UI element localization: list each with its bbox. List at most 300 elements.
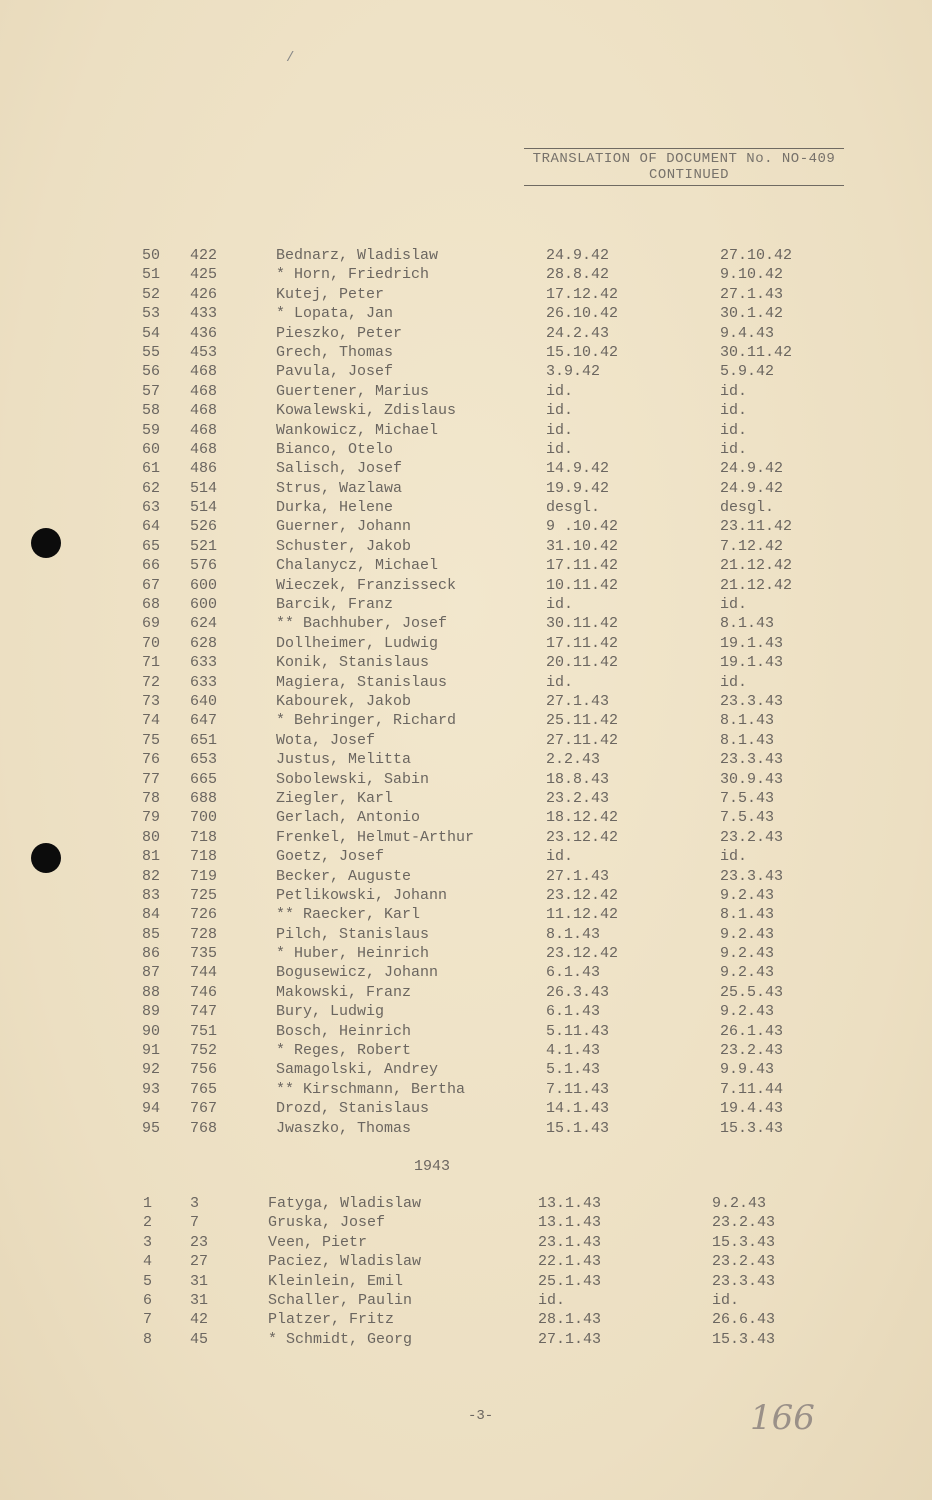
date-to: 9.9.43 [720,1061,775,1079]
record-number: 700 [190,809,218,827]
row-number: 52 [142,285,161,303]
row-number: 64 [142,518,161,536]
record-number: 453 [190,343,218,361]
date-to: 8.1.43 [720,906,775,924]
person-name: Wota, Josef [276,731,376,749]
table-row [0,304,932,323]
person-name: Grech, Thomas [276,343,394,361]
date-to: 9.2.43 [720,945,775,963]
table-row [0,246,932,265]
table-row [0,265,932,284]
table-row [0,1291,932,1310]
table-row [0,576,932,595]
table-row [0,614,932,633]
person-name: Kutej, Peter [276,285,385,303]
date-to: 21.12.42 [720,557,793,575]
date-to: id. [720,673,748,691]
date-from: id. [546,440,574,458]
person-name: Kleinlein, Emil [268,1272,404,1290]
date-from: id. [546,596,574,614]
record-number: 23 [190,1233,209,1251]
record-number: 526 [190,518,218,536]
record-number: 767 [190,1100,218,1118]
person-name: Strus, Wazlawa [276,479,403,497]
person-name: Samagolski, Andrey [276,1061,439,1079]
person-name: Bury, Ludwig [276,1003,385,1021]
date-to: 19.1.43 [720,654,784,672]
date-to: 30.11.42 [720,343,793,361]
table-1942 [0,246,932,1138]
row-number: 80 [142,828,161,846]
table-row [0,459,932,478]
person-name: Schuster, Jakob [276,537,412,555]
row-number: 70 [142,634,161,652]
person-name: Salisch, Josef [276,460,403,478]
record-number: 426 [190,285,218,303]
table-row [0,595,932,614]
date-to: 24.9.42 [720,460,784,478]
record-number: 728 [190,925,218,943]
row-number: 5 [143,1272,153,1290]
row-number: 63 [142,499,161,517]
row-number: 79 [142,809,161,827]
date-to: id. [720,402,748,420]
date-to: 21.12.42 [720,576,793,594]
table-row [0,1080,932,1099]
date-from: 2.2.43 [546,751,601,769]
date-to: 26.1.43 [720,1022,784,1040]
date-from: 26.10.42 [546,305,619,323]
person-name: Fatyga, Wladislaw [268,1195,422,1212]
date-to: 19.1.43 [720,634,784,652]
date-from: 24.9.42 [546,247,610,264]
date-to: 9.2.43 [720,1003,775,1021]
person-name: Kowalewski, Zdislaus [276,402,457,420]
person-name: Pilch, Stanislaus [276,925,430,943]
record-number: 436 [190,324,218,342]
row-number: 85 [142,925,161,943]
record-number: 744 [190,964,218,982]
row-number: 58 [142,402,161,420]
table-row [0,1233,932,1252]
row-number: 54 [142,324,161,342]
date-to: 9.10.42 [720,266,784,284]
date-from: 23.12.42 [546,945,619,963]
row-number: 62 [142,479,161,497]
date-to: 15.3.43 [712,1233,776,1251]
person-name: Wankowicz, Michael [276,421,439,439]
table-row [0,1213,932,1232]
date-to: 8.1.43 [720,731,775,749]
date-from: 27.1.43 [546,867,610,885]
handwritten-page-number: 166 [750,1398,815,1438]
record-number: 42 [190,1311,209,1329]
date-from: 18.8.43 [546,770,610,788]
date-from: 22.1.43 [538,1253,602,1271]
person-name: ** Kirschmann, Bertha [276,1080,466,1098]
person-name: Durka, Helene [276,499,394,517]
record-number: 425 [190,266,218,284]
record-number: 725 [190,886,218,904]
date-to: id. [720,382,748,400]
date-to: id. [720,848,748,866]
date-from: 28.8.42 [546,266,610,284]
date-from: id. [546,402,574,420]
date-from: 13.1.43 [538,1195,602,1212]
person-name: Konik, Stanislaus [276,654,430,672]
row-number: 76 [142,751,161,769]
person-name: * Schmidt, Georg [268,1330,413,1348]
table-row [0,1022,932,1041]
person-name: Wieczek, Franzisseck [276,576,457,594]
page-number: -3- [468,1408,494,1424]
table-row [0,1099,932,1118]
row-number: 86 [142,945,161,963]
date-to: 9.2.43 [720,964,775,982]
date-to: 23.2.43 [712,1253,776,1271]
table-row [0,963,932,982]
record-number: 688 [190,789,218,807]
date-from: 5.11.43 [546,1022,610,1040]
date-from: 6.1.43 [546,1003,601,1021]
record-number: 31 [190,1291,209,1309]
date-to: 5.9.42 [720,363,775,381]
date-to: 8.1.43 [720,712,775,730]
date-to: 7.5.43 [720,809,775,827]
date-to: 9.2.43 [720,925,775,943]
row-number: 2 [143,1214,153,1232]
person-name: Pavula, Josef [276,363,394,381]
date-to: 23.3.43 [720,867,784,885]
date-to: 27.10.42 [720,247,793,264]
date-to: 23.2.43 [712,1214,776,1232]
date-from: 23.12.42 [546,886,619,904]
person-name: Veen, Pietr [268,1233,368,1251]
date-to: 19.4.43 [720,1100,784,1118]
table-row [0,634,932,653]
table-row [0,673,932,692]
date-to: 15.3.43 [720,1119,784,1137]
date-to: 8.1.43 [720,615,775,633]
date-to: 30.9.43 [720,770,784,788]
record-number: 653 [190,751,218,769]
row-number: 87 [142,964,161,982]
date-to: desgl. [720,499,775,517]
table-row [0,285,932,304]
date-from: 30.11.42 [546,615,619,633]
date-from: 24.2.43 [546,324,610,342]
row-number: 77 [142,770,161,788]
person-name: Schaller, Paulin [268,1291,413,1309]
table-row [0,479,932,498]
table-row [0,770,932,789]
date-from: 13.1.43 [538,1214,602,1232]
date-from: 9 .10.42 [546,518,619,536]
table-row [0,382,932,401]
date-to: 27.1.43 [720,285,784,303]
person-name: Gerlach, Antonio [276,809,421,827]
table-row [0,653,932,672]
person-name: * Behringer, Richard [276,712,457,730]
date-from: id. [546,848,574,866]
date-to: 23.3.43 [720,751,784,769]
person-name: Chalanycz, Michael [276,557,439,575]
date-from: 27.11.42 [546,731,619,749]
person-name: Frenkel, Helmut-Arthur [276,828,475,846]
table-row [0,1041,932,1060]
table-row [0,789,932,808]
record-number: 433 [190,305,218,323]
date-from: 27.1.43 [546,692,610,710]
row-number: 94 [142,1100,161,1118]
date-to: 25.5.43 [720,983,784,1001]
table-row [0,440,932,459]
record-number: 633 [190,654,218,672]
document-header [524,148,844,186]
date-from: 17.11.42 [546,634,619,652]
person-name: * Reges, Robert [276,1042,412,1060]
row-number: 51 [142,266,161,284]
table-row [0,886,932,905]
row-number: 89 [142,1003,161,1021]
row-number: 88 [142,983,161,1001]
row-number: 72 [142,673,161,691]
header-continued: CONTINUED [648,167,730,183]
record-number: 468 [190,421,218,439]
date-from: 31.10.42 [546,537,619,555]
record-number: 718 [190,848,218,866]
date-from: 6.1.43 [546,964,601,982]
table-row [0,944,932,963]
record-number: 640 [190,692,218,710]
row-number: 90 [142,1022,161,1040]
person-name: Makowski, Franz [276,983,412,1001]
table-row [0,1272,932,1291]
pencil-mark: / [286,50,295,66]
date-to: 24.9.42 [720,479,784,497]
table-row [0,808,932,827]
date-from: 23.12.42 [546,828,619,846]
date-to: id. [712,1291,740,1309]
table-row [0,556,932,575]
record-number: 514 [190,479,218,497]
table-row [0,401,932,420]
row-number: 57 [142,382,161,400]
person-name: Pieszko, Peter [276,324,403,342]
row-number: 68 [142,596,161,614]
person-name: Jwaszko, Thomas [276,1119,412,1137]
date-to: 23.3.43 [712,1272,776,1290]
date-from: 10.11.42 [546,576,619,594]
person-name: Bosch, Heinrich [276,1022,412,1040]
date-from: 14.1.43 [546,1100,610,1118]
year-heading: 1943 [414,1158,451,1175]
row-number: 56 [142,363,161,381]
table-1943 [0,1194,932,1349]
table-row [0,324,932,343]
date-from: 26.3.43 [546,983,610,1001]
table-row [0,1194,932,1213]
row-number: 81 [142,848,161,866]
date-to: 7.11.44 [720,1080,784,1098]
table-row [0,1252,932,1271]
date-to: 23.2.43 [720,828,784,846]
record-number: 718 [190,828,218,846]
record-number: 765 [190,1080,218,1098]
row-number: 53 [142,305,161,323]
date-from: 8.1.43 [546,925,601,943]
table-row [0,711,932,730]
date-to: 7.5.43 [720,789,775,807]
person-name: Kabourek, Jakob [276,692,412,710]
row-number: 55 [142,343,161,361]
person-name: Drozd, Stanislaus [276,1100,430,1118]
record-number: 628 [190,634,218,652]
date-from: 25.1.43 [538,1272,602,1290]
person-name: Guertener, Marius [276,382,430,400]
record-number: 514 [190,499,218,517]
row-number: 65 [142,537,161,555]
row-number: 92 [142,1061,161,1079]
date-to: 23.3.43 [720,692,784,710]
record-number: 486 [190,460,218,478]
record-number: 735 [190,945,218,963]
person-name: Justus, Melitta [276,751,412,769]
table-row [0,1310,932,1329]
table-row [0,1060,932,1079]
person-name: Bednarz, Wladislaw [276,247,439,264]
date-from: 23.1.43 [538,1233,602,1251]
date-from: 3.9.42 [546,363,601,381]
row-number: 50 [142,247,161,264]
date-from: 7.11.43 [546,1080,610,1098]
row-number: 69 [142,615,161,633]
table-row [0,925,932,944]
record-number: 468 [190,363,218,381]
date-from: 17.11.42 [546,557,619,575]
table-row [0,537,932,556]
date-to: 30.1.42 [720,305,784,323]
table-row [0,867,932,886]
record-number: 665 [190,770,218,788]
row-number: 59 [142,421,161,439]
record-number: 27 [190,1253,209,1271]
table-row [0,362,932,381]
date-to: 7.12.42 [720,537,784,555]
date-from: 27.1.43 [538,1330,602,1348]
person-name: ** Bachhuber, Josef [276,615,448,633]
row-number: 4 [143,1253,153,1271]
row-number: 7 [143,1311,153,1329]
person-name: Bogusewicz, Johann [276,964,439,982]
row-number: 6 [143,1291,153,1309]
person-name: Gruska, Josef [268,1214,386,1232]
date-from: 5.1.43 [546,1061,601,1079]
person-name: * Horn, Friedrich [276,266,430,284]
row-number: 73 [142,692,161,710]
record-number: 576 [190,557,218,575]
date-to: 9.2.43 [720,886,775,904]
table-row [0,731,932,750]
record-number: 633 [190,673,218,691]
person-name: ** Raecker, Karl [276,906,421,924]
table-row [0,1330,932,1349]
row-number: 91 [142,1042,161,1060]
person-name: Goetz, Josef [276,848,385,866]
date-from: 4.1.43 [546,1042,601,1060]
table-row [0,750,932,769]
row-number: 66 [142,557,161,575]
date-to: 23.2.43 [720,1042,784,1060]
date-from: 11.12.42 [546,906,619,924]
table-row [0,1119,932,1138]
date-to: 23.11.42 [720,518,793,536]
row-number: 93 [142,1080,161,1098]
record-number: 422 [190,247,218,264]
row-number: 3 [143,1233,153,1251]
record-number: 31 [190,1272,209,1290]
record-number: 746 [190,983,218,1001]
row-number: 67 [142,576,161,594]
row-number: 84 [142,906,161,924]
date-from: 23.2.43 [546,789,610,807]
date-from: 18.12.42 [546,809,619,827]
person-name: Becker, Auguste [276,867,412,885]
date-from: id. [538,1291,566,1309]
date-to: id. [720,440,748,458]
record-number: 7 [190,1214,200,1232]
date-from: 28.1.43 [538,1311,602,1329]
row-number: 60 [142,440,161,458]
date-from: id. [546,673,574,691]
person-name: Barcik, Franz [276,596,394,614]
header-title: TRANSLATION OF DOCUMENT No. NO-409 [532,151,836,167]
person-name: Paciez, Wladislaw [268,1253,422,1271]
row-number: 82 [142,867,161,885]
person-name: Guerner, Johann [276,518,412,536]
date-from: 19.9.42 [546,479,610,497]
record-number: 747 [190,1003,218,1021]
date-from: 15.1.43 [546,1119,610,1137]
row-number: 75 [142,731,161,749]
record-number: 521 [190,537,218,555]
table-row [0,847,932,866]
table-row [0,421,932,440]
person-name: * Huber, Heinrich [276,945,430,963]
person-name: Sobolewski, Sabin [276,770,430,788]
record-number: 3 [190,1195,200,1212]
row-number: 8 [143,1330,153,1348]
date-to: id. [720,596,748,614]
table-row [0,1002,932,1021]
table-row [0,343,932,362]
date-to: 9.2.43 [712,1195,767,1212]
record-number: 726 [190,906,218,924]
date-from: 20.11.42 [546,654,619,672]
table-row [0,517,932,536]
record-number: 45 [190,1330,209,1348]
record-number: 624 [190,615,218,633]
row-number: 83 [142,886,161,904]
person-name: Magiera, Stanislaus [276,673,448,691]
row-number: 71 [142,654,161,672]
table-row [0,905,932,924]
person-name: Dollheimer, Ludwig [276,634,439,652]
record-number: 752 [190,1042,218,1060]
person-name: Petlikowski, Johann [276,886,448,904]
record-number: 468 [190,402,218,420]
date-from: id. [546,382,574,400]
